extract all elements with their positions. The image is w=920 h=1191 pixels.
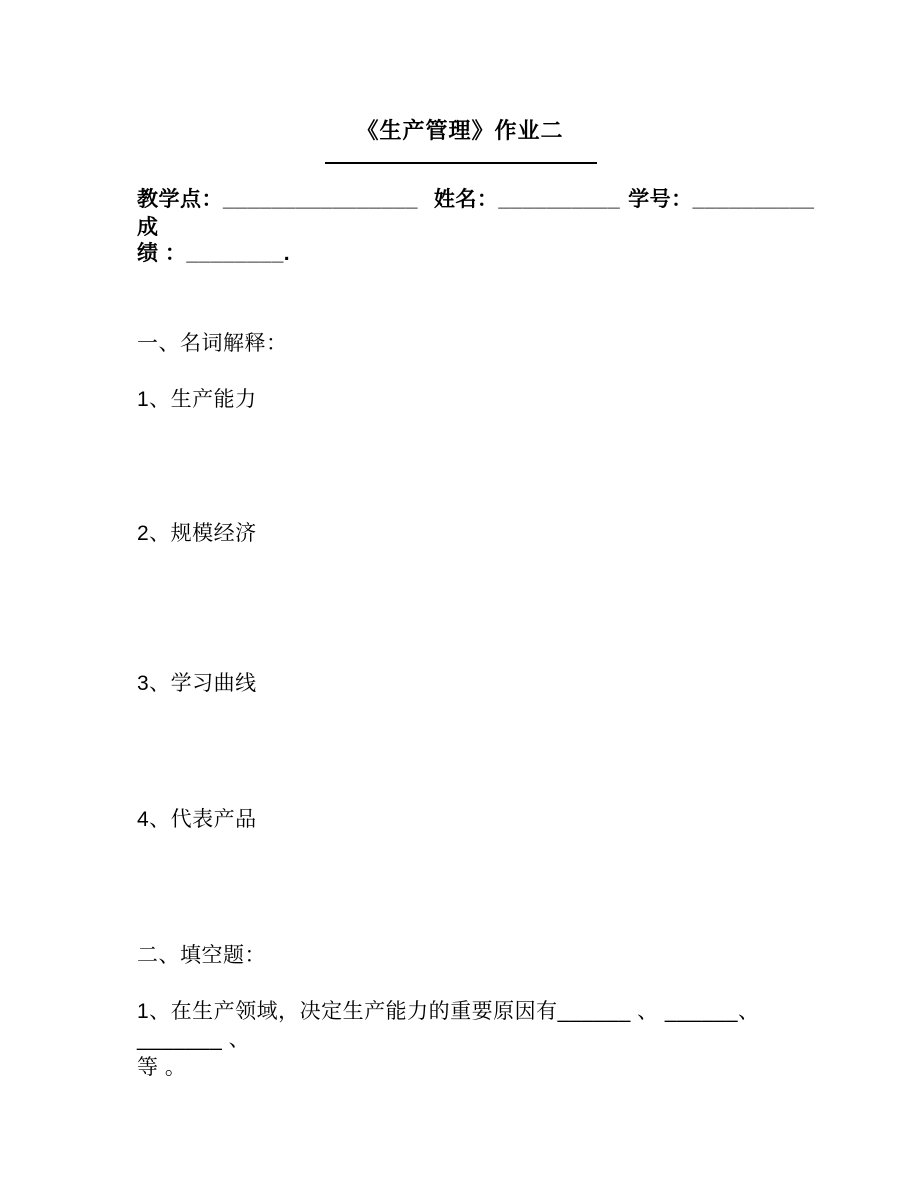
grade-label-wrapped-char: 成 — [137, 216, 159, 240]
term-item-1: 1、生产能力 — [137, 388, 257, 411]
student-id-blank: __________ — [692, 188, 815, 211]
teaching-point-blank: ________________ — [223, 188, 418, 211]
section-1-heading: 一、名词解释： — [137, 332, 288, 355]
term-item-3: 3、学习曲线 — [137, 672, 257, 695]
fill-question-line-1: 1、在生产领域，决定生产能力的重要原因有______ 、 ______、 _______ 、 — [137, 1000, 760, 1052]
section-2-heading: 二、填空题： — [137, 944, 266, 967]
grade-label: 绩 ： — [137, 242, 187, 265]
term-item-4: 4、代表产品 — [137, 808, 257, 831]
student-id-label: 学号： — [628, 188, 693, 211]
teaching-point-label: 教学点： — [137, 188, 223, 211]
name-label: 姓名： — [433, 188, 499, 211]
grade-blank: ________. — [186, 242, 291, 265]
fill-question-line-2: 等 。 — [137, 1056, 187, 1079]
title-underline — [325, 162, 597, 164]
term-item-2: 2、规模经济 — [137, 522, 257, 545]
header-line-2 — [137, 240, 820, 268]
header-line-1 — [137, 186, 820, 243]
doc-title: 《生产管理》作业二 — [356, 118, 564, 143]
name-blank: __________ — [498, 188, 621, 211]
